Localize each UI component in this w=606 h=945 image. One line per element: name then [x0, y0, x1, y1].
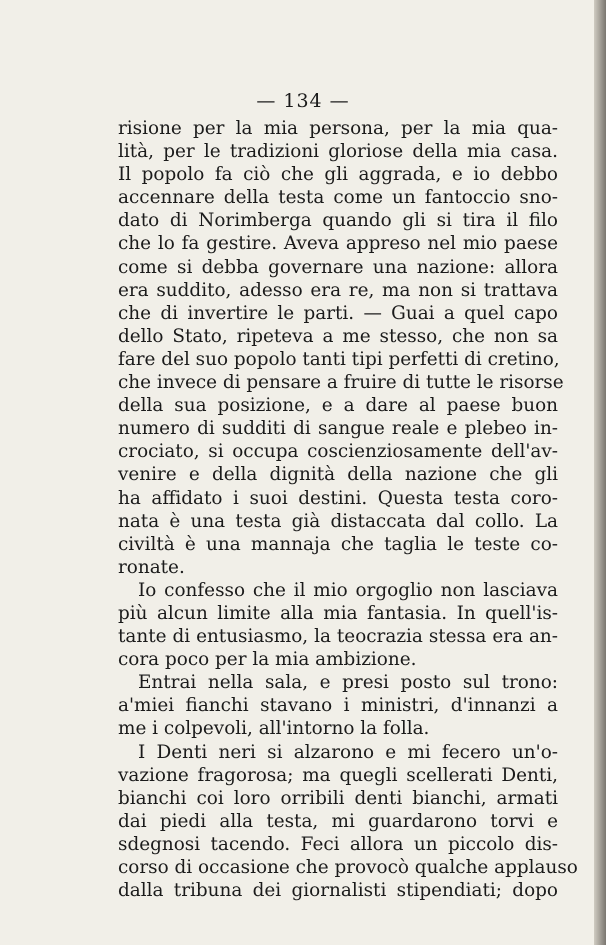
text-line: che di invertire le parti. — Guai a quel capo — [118, 302, 558, 324]
text-line: venire e della dignità della nazione che gli — [118, 464, 558, 486]
text-line: che invece di pensare a fruire di tutte le risorse — [118, 372, 564, 394]
text-line: numero di sudditi di sangue reale e plebeo in- — [118, 418, 558, 440]
text-line: risione per la mia persona, per la mia qua- — [118, 118, 558, 139]
text-line: vazione fragorosa; ma quegli scellerati Denti, — [118, 764, 558, 786]
text-line: corso di occasione che provocò qualche applauso — [118, 857, 578, 878]
text-line: sdegnosi tacendo. Feci allora un piccolo dis- — [118, 833, 558, 855]
text-line: ronate. — [118, 556, 185, 578]
page-edge-shadow — [594, 0, 606, 945]
body-text — [118, 117, 578, 902]
text-line: I Denti neri si alzarono e mi fecero un'o- — [138, 741, 558, 763]
text-line: dalla tribuna dei giornalisti stipendiati; dopo — [118, 880, 558, 902]
text-line: che lo fa gestire. Aveva appreso nel mio paese — [118, 233, 558, 255]
text-line: Entrai nella sala, e presi posto sul trono: — [138, 672, 558, 694]
text-line: me i colpevoli, all'intorno la folla. — [118, 718, 430, 740]
text-line: fare del suo popolo tanti tipi perfetti di cretino, — [118, 348, 560, 370]
text-line: come si debba governare una nazione: allora — [118, 256, 558, 278]
text-line: dai piedi alla testa, mi guardarono torvi e — [118, 810, 558, 832]
text-line: più alcun limite alla mia fantasia. In quell'is- — [118, 602, 558, 624]
text-line: ha affidato i suoi destini. Questa testa coro- — [118, 487, 558, 509]
text-line: cora poco per la mia ambizione. — [118, 649, 417, 671]
text-line: dato di Norimberga quando gli si tira il filo — [118, 210, 558, 232]
text-line: accennare della testa come un fantoccio sno- — [118, 187, 558, 209]
text-line: crociato, si occupa coscienziosamente dell'av- — [118, 441, 558, 463]
text-line: civiltà è una mannaja che taglia le teste co- — [118, 533, 558, 555]
text-line: lità, per le tradizioni gloriose della mia casa. — [118, 141, 558, 163]
text-line: a'miei fianchi stavano i ministri, d'innanzi a — [118, 695, 558, 717]
text-line: della sua posizione, e a dare al paese buon — [118, 395, 558, 417]
page-number: — 134 — — [256, 90, 350, 112]
text-line: tante di entusiasmo, la teocrazia stessa era an- — [118, 626, 558, 648]
text-line: Io confesso che il mio orgoglio non lasciava — [138, 579, 558, 601]
text-line: era suddito, adesso era re, ma non si trattava — [118, 279, 558, 301]
text-line: nata è una testa già distaccata dal collo. La — [118, 510, 558, 532]
text-line: Il popolo fa ciò che gli aggrada, e io debbo — [118, 164, 558, 186]
text-line: bianchi coi loro orribili denti bianchi, armati — [118, 787, 558, 809]
text-line: dello Stato, ripeteva a me stesso, che non sa — [118, 325, 558, 347]
